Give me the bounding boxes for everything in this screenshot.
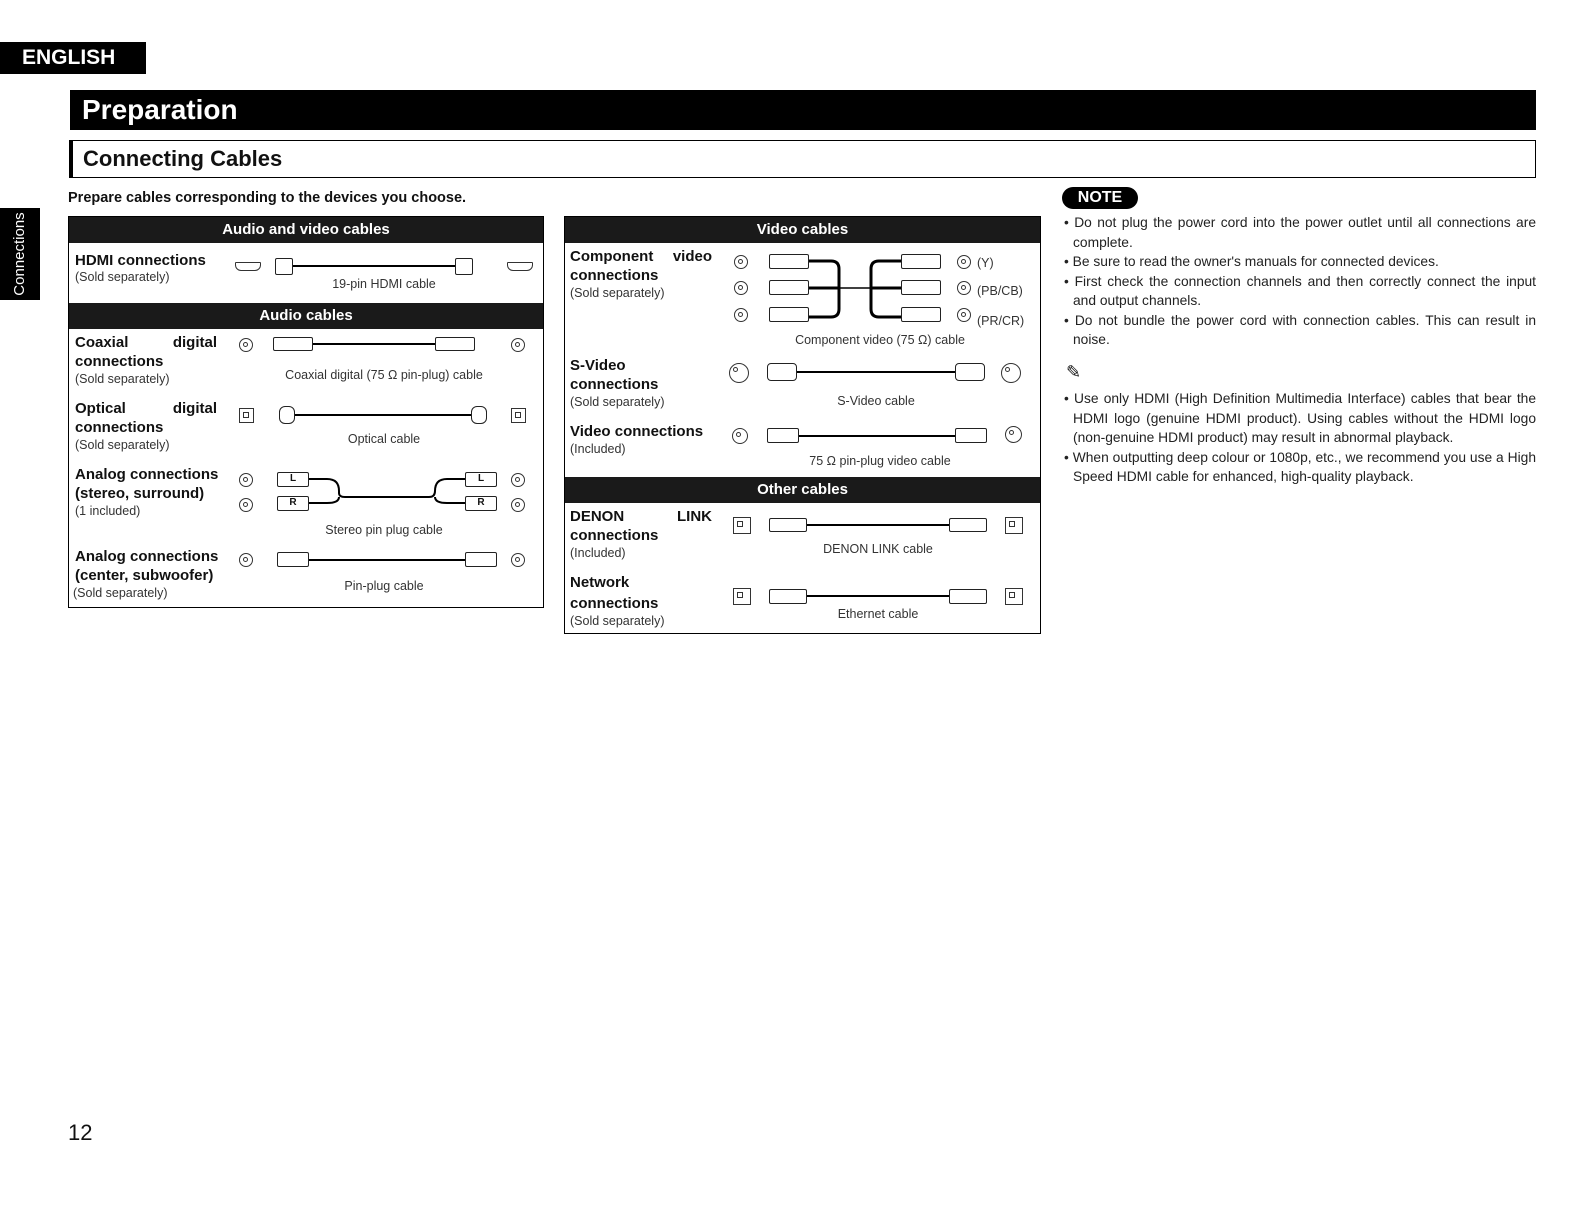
coaxial-name-word: digital: [172, 334, 217, 351]
analog-stereo-sub: (1 included): [75, 504, 141, 518]
note-item: • First check the connection channels and then correctly connect the input and output channels.: [1064, 273, 1536, 308]
svideo-plug-icon: [955, 363, 985, 381]
analog-stereo-plug-l: [465, 472, 497, 487]
coaxial-cable-line: [313, 343, 435, 345]
component-plug-icon: [901, 307, 941, 322]
network-name: Network: [570, 574, 630, 591]
analog-center-name-line2: (center, subwoofer): [75, 567, 214, 584]
coaxial-jack-icon: [511, 338, 525, 352]
denon-link-name: [570, 507, 712, 526]
memo-list: [1064, 389, 1536, 487]
component-label-y: (Y): [977, 256, 994, 270]
component-name: [570, 247, 712, 266]
page-number: 12: [68, 1120, 93, 1145]
hdmi-name: HDMI connections: [75, 252, 206, 269]
svideo-cable-line: [797, 371, 955, 373]
component-plug-icon: [901, 254, 941, 269]
optical-cable-line: [295, 414, 471, 416]
note-list: [1064, 213, 1536, 350]
intro-text: Prepare cables corresponding to the devices you choose.: [68, 190, 467, 206]
bar-other-cables: Other cables: [565, 477, 1040, 503]
component-label-pr: (PR/CR): [977, 314, 1025, 328]
left-cable-panel: [68, 216, 544, 608]
video-name: Video connections: [570, 423, 704, 440]
svideo-jack-icon: [1001, 363, 1021, 383]
bar-audio-video-cables: Audio and video cables: [69, 217, 543, 243]
analog-stereo-plug-r: [277, 496, 309, 511]
denon-link-cable-line: [807, 524, 949, 526]
side-tab-connections: [0, 208, 40, 300]
hdmi-cable-line: [293, 265, 455, 267]
hdmi-cable-caption: 19-pin HDMI cable: [332, 277, 436, 291]
coaxial-sub: (Sold separately): [75, 372, 170, 386]
analog-stereo-jack-r: [511, 498, 525, 512]
coaxial-jack-icon: [239, 338, 253, 352]
component-name-line2: connections: [570, 267, 659, 284]
denon-link-name-word: DENON: [570, 508, 625, 525]
analog-center-sub: (Sold separately): [73, 586, 168, 600]
label-r: R: [289, 497, 297, 508]
network-sub: (Sold separately): [570, 614, 665, 628]
note-item: • Be sure to read the owner's manuals for connected devices.: [1064, 254, 1439, 269]
svideo-name-line2: connections: [570, 376, 659, 393]
denon-link-name-word: LINK: [677, 508, 712, 525]
analog-stereo-name: Analog connections: [75, 466, 219, 483]
video-plug-icon: [767, 428, 799, 443]
denon-link-port-icon: [1005, 517, 1023, 534]
optical-name-line2: connections: [75, 419, 164, 436]
coaxial-name-line2: connections: [75, 353, 164, 370]
analog-stereo-plug-r: [465, 496, 497, 511]
video-plug-icon: [955, 428, 987, 443]
coaxial-name: [75, 333, 217, 352]
language-tab: ENGLISH: [0, 42, 146, 74]
hdmi-sub: (Sold separately): [75, 270, 170, 284]
right-cable-panel: [564, 216, 1041, 634]
optical-plug-icon: [471, 406, 487, 424]
side-tab-label: Connections: [11, 212, 28, 296]
bar-audio-cables: Audio cables: [69, 303, 543, 329]
denon-link-name-line2: connections: [570, 527, 659, 544]
analog-center-cable-line: [309, 559, 465, 561]
component-name-word: video: [672, 248, 712, 265]
pencil-memo-icon: ✎: [1066, 362, 1082, 382]
denon-link-sub: (Included): [570, 546, 626, 560]
network-port-icon: [733, 588, 751, 605]
video-jack-icon: [732, 428, 748, 444]
coaxial-cable-caption: Coaxial digital (75 Ω pin-plug) cable: [285, 368, 483, 382]
note-badge: NOTE: [1062, 187, 1138, 209]
analog-stereo-jack-l: [239, 473, 253, 487]
coaxial-plug-icon: [435, 337, 475, 351]
component-label-pb: (PB/CB): [977, 284, 1023, 298]
optical-plug-icon: [279, 406, 295, 424]
optical-cable-caption: Optical cable: [347, 432, 421, 446]
analog-center-jack-icon: [239, 553, 253, 567]
optical-name-word: digital: [172, 400, 217, 417]
component-plug-icon: [769, 307, 809, 322]
label-l: L: [289, 473, 297, 484]
chapter-title: Preparation: [70, 90, 1536, 130]
hdmi-port-icon: [235, 262, 261, 271]
memo-item: • Use only HDMI (High Definition Multimedia Interface) cables that bear the HDMI logo (genuine HDMI product). Using cables without the HDMI logo (non-genuine HDMI product) may result in abnormal playback.: [1064, 391, 1536, 445]
component-jack-pb: [734, 281, 748, 295]
component-cable-caption: Component video (75 Ω) cable: [795, 333, 965, 347]
svideo-cable-caption: S-Video cable: [837, 394, 915, 408]
ethernet-plug-icon: [949, 589, 987, 604]
analog-stereo-jack-l: [511, 473, 525, 487]
network-name-line2: connections: [570, 595, 659, 612]
analog-stereo-cable-line: [309, 471, 465, 515]
memo-item: • When outputting deep colour or 1080p, etc., we recommend you use a High Speed HDMI cable for enhanced, high-quality playback.: [1064, 449, 1536, 484]
svideo-jack-icon: [729, 363, 749, 383]
denon-link-plug-icon: [949, 518, 987, 532]
analog-stereo-cable-caption: Stereo pin plug cable: [325, 523, 443, 537]
component-jack-y: [734, 255, 748, 269]
svideo-plug-icon: [767, 363, 797, 381]
note-item: • Do not bundle the power cord with connection cables. This can result in noise.: [1064, 312, 1536, 347]
analog-center-name: Analog connections: [75, 548, 219, 565]
component-jack-pb: [957, 281, 971, 295]
ethernet-cable-line: [807, 595, 949, 597]
analog-center-cable-caption: Pin-plug cable: [344, 579, 424, 593]
component-jack-y: [957, 255, 971, 269]
analog-stereo-plug-l: [277, 472, 309, 487]
label-l: L: [477, 473, 485, 484]
analog-stereo-jack-r: [239, 498, 253, 512]
component-plug-icon: [769, 254, 809, 269]
optical-name-word: Optical: [75, 400, 126, 417]
denon-link-cable-caption: DENON LINK cable: [823, 542, 933, 556]
coaxial-name-word: Coaxial: [75, 334, 129, 351]
analog-center-plug-icon: [277, 552, 309, 567]
component-name-word: Component: [570, 248, 654, 265]
denon-link-plug-icon: [769, 518, 807, 532]
note-item: • Do not plug the power cord into the power outlet until all connections are complete.: [1064, 215, 1536, 250]
hdmi-plug-icon: [455, 258, 473, 275]
ethernet-plug-icon: [769, 589, 807, 604]
analog-center-jack-icon: [511, 553, 525, 567]
video-cable-line: [799, 435, 955, 437]
analog-stereo-name-line2: (stereo, surround): [75, 485, 205, 502]
hdmi-plug-icon: [275, 258, 293, 275]
hdmi-port-icon: [507, 262, 533, 271]
component-jack-pr: [957, 308, 971, 322]
optical-name: [75, 399, 217, 418]
denon-link-port-icon: [733, 517, 751, 534]
optical-sub: (Sold separately): [75, 438, 170, 452]
component-cable-line: [809, 253, 901, 325]
svideo-name: S-Video: [570, 357, 626, 374]
bar-video-cables: Video cables: [565, 217, 1040, 243]
section-title: Connecting Cables: [69, 140, 1536, 178]
coaxial-plug-icon: [273, 337, 313, 351]
label-r: R: [477, 497, 485, 508]
component-plug-icon: [901, 280, 941, 295]
svideo-sub: (Sold separately): [570, 395, 665, 409]
component-plug-icon: [769, 280, 809, 295]
ethernet-cable-caption: Ethernet cable: [837, 607, 919, 621]
component-sub: (Sold separately): [570, 286, 665, 300]
video-jack-icon: [1005, 426, 1022, 443]
optical-port-icon: [511, 408, 526, 423]
video-sub: (Included): [570, 442, 626, 456]
network-port-icon: [1005, 588, 1023, 605]
analog-center-plug-icon: [465, 552, 497, 567]
optical-port-icon: [239, 408, 254, 423]
component-jack-pr: [734, 308, 748, 322]
video-cable-caption: 75 Ω pin-plug video cable: [809, 454, 951, 468]
